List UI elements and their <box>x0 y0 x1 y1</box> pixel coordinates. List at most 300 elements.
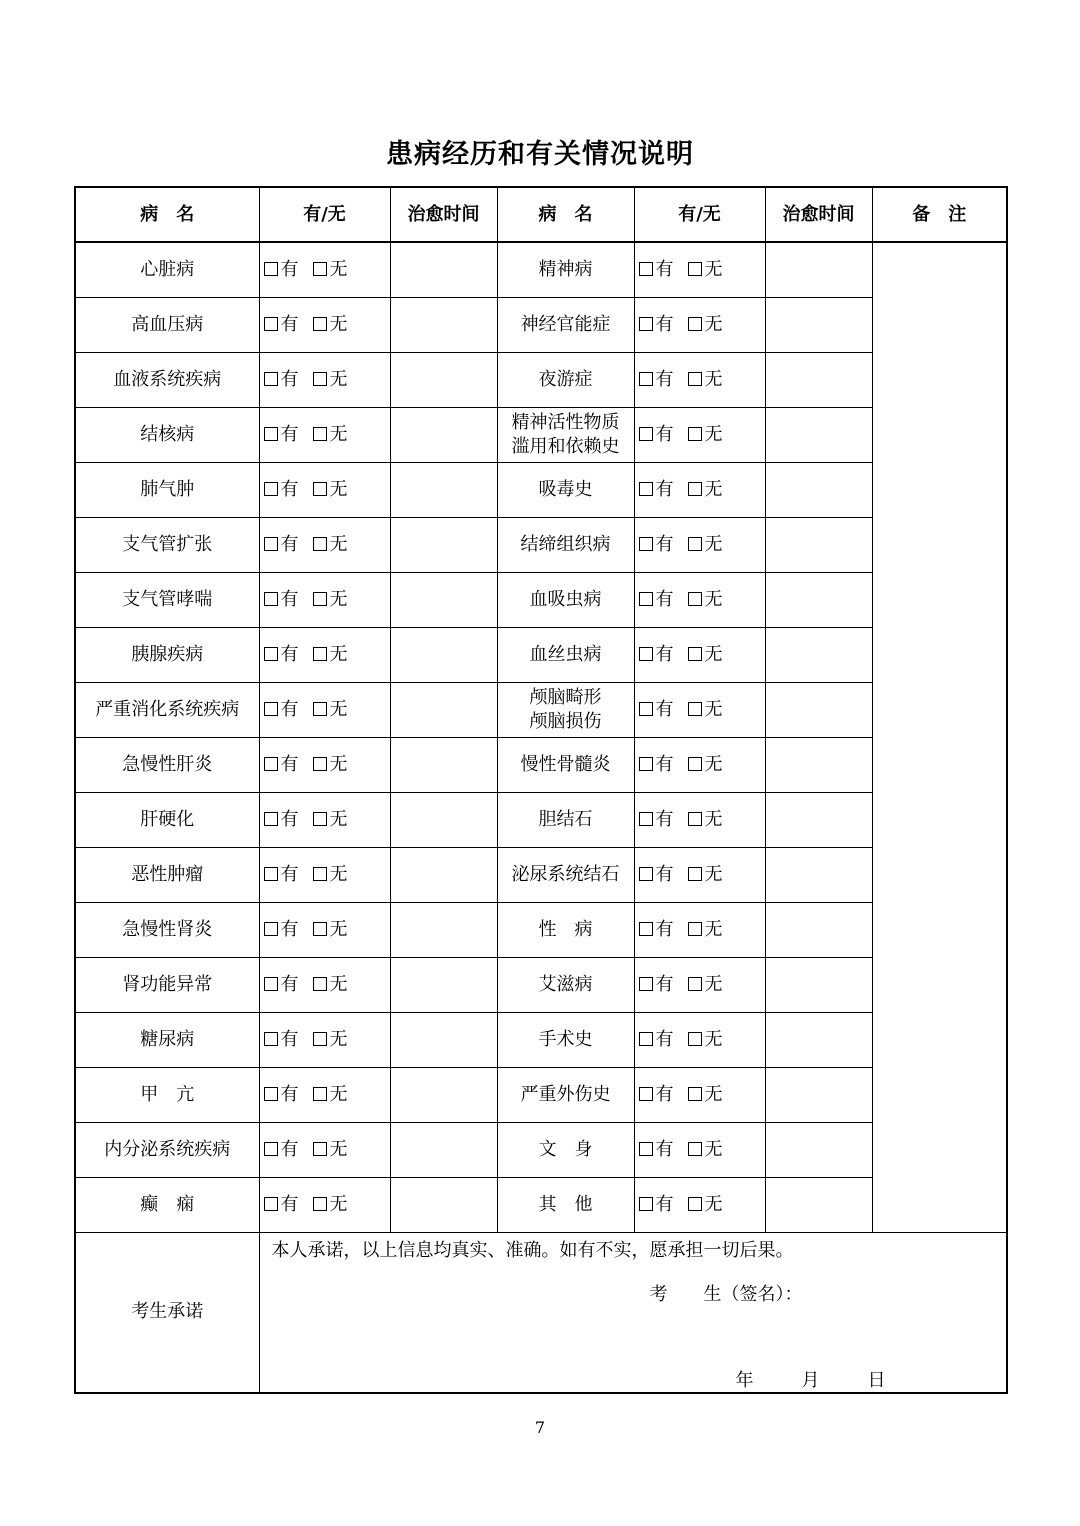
checkbox-no[interactable] <box>688 1197 702 1211</box>
option-no[interactable] <box>688 1193 723 1217</box>
option-no[interactable] <box>313 753 348 777</box>
table-row <box>75 957 1007 1012</box>
checkbox-no[interactable] <box>313 537 327 551</box>
cure-time-cell-right[interactable] <box>765 1122 872 1177</box>
option-yes[interactable] <box>639 808 674 832</box>
checkbox-label-yes: 有 <box>655 808 674 830</box>
yes-no-cell-left <box>259 957 390 1012</box>
checkbox-label-no: 无 <box>329 973 348 995</box>
checkbox-label-yes: 有 <box>280 808 299 830</box>
promise-row <box>75 1232 1007 1393</box>
option-no[interactable] <box>688 1138 723 1162</box>
option-yes[interactable] <box>264 368 299 392</box>
option-no[interactable] <box>313 258 348 282</box>
yes-no-cell-left <box>259 1012 390 1067</box>
disease-name-right <box>497 902 634 957</box>
option-no[interactable] <box>688 808 723 832</box>
checkbox-yes[interactable] <box>264 1197 278 1211</box>
checkbox-no[interactable] <box>313 867 327 881</box>
checkbox-yes[interactable] <box>639 702 653 716</box>
cure-time-cell-right[interactable] <box>765 407 872 462</box>
checkbox-label-no: 无 <box>329 423 348 445</box>
checkbox-label-no: 无 <box>329 698 348 720</box>
checkbox-yes[interactable] <box>264 867 278 881</box>
table-row <box>75 627 1007 682</box>
cure-time-cell-right[interactable] <box>765 462 872 517</box>
cure-time-cell-right[interactable] <box>765 572 872 627</box>
disease-name-left <box>75 242 259 297</box>
checkbox-no[interactable] <box>313 702 327 716</box>
option-yes[interactable] <box>639 1193 674 1217</box>
option-no[interactable] <box>688 973 723 997</box>
checkbox-yes[interactable] <box>264 427 278 441</box>
disease-name-text: 肺气肿 <box>140 478 195 500</box>
option-no[interactable] <box>313 973 348 997</box>
disease-name-text: 泌尿系统结石 <box>511 863 620 885</box>
checkbox-yes[interactable] <box>639 757 653 771</box>
checkbox-no[interactable] <box>688 1142 702 1156</box>
disease-name-left <box>75 1122 259 1177</box>
disease-name-text: 颅脑损伤 <box>529 710 602 732</box>
disease-name-text: 严重消化系统疾病 <box>95 698 240 720</box>
disease-name-left <box>75 572 259 627</box>
option-no[interactable] <box>313 1028 348 1052</box>
cure-time-cell-left[interactable] <box>390 517 497 572</box>
option-yes[interactable] <box>264 1193 299 1217</box>
disease-name-text: 肝硬化 <box>140 808 195 830</box>
option-yes[interactable] <box>264 863 299 887</box>
option-no[interactable] <box>688 698 723 722</box>
disease-name-right <box>497 1177 634 1232</box>
option-no[interactable] <box>688 478 723 502</box>
checkbox-no[interactable] <box>313 1142 327 1156</box>
option-no[interactable] <box>688 533 723 557</box>
disease-name-left <box>75 957 259 1012</box>
checkbox-yes[interactable] <box>264 702 278 716</box>
checkbox-label-no: 无 <box>704 808 723 830</box>
checkbox-no[interactable] <box>688 1087 702 1101</box>
disease-name-right <box>497 737 634 792</box>
remarks-cell[interactable] <box>872 242 1007 1232</box>
cure-time-cell-right[interactable] <box>765 737 872 792</box>
checkbox-yes[interactable] <box>264 1087 278 1101</box>
checkbox-yes[interactable] <box>264 482 278 496</box>
checkbox-yes[interactable] <box>264 757 278 771</box>
checkbox-label-yes: 有 <box>280 1028 299 1050</box>
checkbox-yes[interactable] <box>639 922 653 936</box>
date-month: 月 <box>801 1369 820 1391</box>
disease-name-text: 血丝虫病 <box>529 643 602 665</box>
cure-time-cell-right[interactable] <box>765 1067 872 1122</box>
cure-time-cell-right[interactable] <box>765 682 872 737</box>
option-yes[interactable] <box>264 973 299 997</box>
cure-time-cell-right[interactable] <box>765 792 872 847</box>
option-yes[interactable] <box>264 588 299 612</box>
cure-time-cell-left[interactable] <box>390 297 497 352</box>
disease-name-right <box>497 627 634 682</box>
option-no[interactable] <box>313 533 348 557</box>
option-no[interactable] <box>688 368 723 392</box>
checkbox-label-no: 无 <box>329 588 348 610</box>
option-no[interactable] <box>313 478 348 502</box>
checkbox-yes[interactable] <box>639 482 653 496</box>
checkbox-no[interactable] <box>313 427 327 441</box>
checkbox-yes[interactable] <box>264 812 278 826</box>
checkbox-no[interactable] <box>688 702 702 716</box>
yes-no-cell-right <box>634 737 765 792</box>
medical-history-table <box>74 186 1008 1394</box>
option-yes[interactable] <box>639 478 674 502</box>
checkbox-no[interactable] <box>313 1032 327 1046</box>
option-yes[interactable] <box>639 643 674 667</box>
option-yes[interactable] <box>639 368 674 392</box>
disease-name-left <box>75 1012 259 1067</box>
cure-time-cell-right[interactable] <box>765 242 872 297</box>
checkbox-no[interactable] <box>688 482 702 496</box>
disease-name-text: 慢性骨髓炎 <box>520 753 611 775</box>
checkbox-no[interactable] <box>688 977 702 991</box>
cure-time-cell-left[interactable] <box>390 1067 497 1122</box>
option-no[interactable] <box>688 643 723 667</box>
option-no[interactable] <box>313 1138 348 1162</box>
yes-no-cell-right <box>634 957 765 1012</box>
cure-time-cell-left[interactable] <box>390 847 497 902</box>
option-no[interactable] <box>688 863 723 887</box>
disease-name-left <box>75 297 259 352</box>
cure-time-cell-right[interactable] <box>765 847 872 902</box>
option-yes[interactable] <box>264 423 299 447</box>
cure-time-cell-left[interactable] <box>390 902 497 957</box>
option-yes[interactable] <box>639 918 674 942</box>
option-no[interactable] <box>313 423 348 447</box>
checkbox-yes[interactable] <box>264 1142 278 1156</box>
checkbox-no[interactable] <box>313 317 327 331</box>
checkbox-label-no: 无 <box>704 753 723 775</box>
promise-cell[interactable] <box>259 1232 1007 1393</box>
option-no[interactable] <box>313 588 348 612</box>
disease-name-left <box>75 407 259 462</box>
table-row <box>75 572 1007 627</box>
page-title: 患病经历和有关情况说明 <box>386 139 694 170</box>
disease-name-text: 夜游症 <box>538 368 593 390</box>
option-yes[interactable] <box>264 313 299 337</box>
checkbox-label-yes: 有 <box>655 698 674 720</box>
option-yes[interactable] <box>639 1028 674 1052</box>
option-no[interactable] <box>688 918 723 942</box>
cure-time-cell-right[interactable] <box>765 352 872 407</box>
checkbox-no[interactable] <box>688 317 702 331</box>
disease-name-right <box>497 1122 634 1177</box>
disease-name-text: 滥用和依赖史 <box>511 435 620 457</box>
checkbox-label-no: 无 <box>329 1028 348 1050</box>
disease-name-text: 高血压病 <box>131 313 204 335</box>
disease-name-right <box>497 407 634 462</box>
cure-time-cell-left[interactable] <box>390 737 497 792</box>
checkbox-label-no: 无 <box>704 698 723 720</box>
option-no[interactable] <box>313 698 348 722</box>
checkbox-label-no: 无 <box>329 918 348 940</box>
checkbox-label-yes: 有 <box>280 258 299 280</box>
checkbox-yes[interactable] <box>639 1142 653 1156</box>
cure-time-cell-left[interactable] <box>390 957 497 1012</box>
option-yes[interactable] <box>264 533 299 557</box>
cure-time-cell-left[interactable] <box>390 627 497 682</box>
cure-time-cell-left[interactable] <box>390 1177 497 1232</box>
disease-name-text: 支气管扩张 <box>122 533 213 555</box>
cure-time-cell-right[interactable] <box>765 1177 872 1232</box>
checkbox-label-yes: 有 <box>655 423 674 445</box>
checkbox-yes[interactable] <box>264 592 278 606</box>
option-yes[interactable] <box>264 918 299 942</box>
header-disease-name-right: 病 名 <box>497 187 634 242</box>
cure-time-cell-right[interactable] <box>765 517 872 572</box>
checkbox-no[interactable] <box>688 1032 702 1046</box>
disease-name-right <box>497 297 634 352</box>
checkbox-label-no: 无 <box>704 643 723 665</box>
option-yes[interactable] <box>264 753 299 777</box>
option-yes[interactable] <box>264 698 299 722</box>
cure-time-cell-right[interactable] <box>765 297 872 352</box>
checkbox-label-yes: 有 <box>280 643 299 665</box>
checkbox-label-yes: 有 <box>280 313 299 335</box>
disease-name-text: 其 他 <box>538 1193 593 1215</box>
option-yes[interactable] <box>264 1083 299 1107</box>
checkbox-yes[interactable] <box>639 867 653 881</box>
checkbox-yes[interactable] <box>639 262 653 276</box>
cure-time-cell-left[interactable] <box>390 1012 497 1067</box>
option-no[interactable] <box>688 1083 723 1107</box>
cure-time-cell-left[interactable] <box>390 682 497 737</box>
disease-name-right <box>497 682 634 737</box>
checkbox-no[interactable] <box>313 922 327 936</box>
checkbox-yes[interactable] <box>264 537 278 551</box>
checkbox-label-no: 无 <box>704 863 723 885</box>
checkbox-no[interactable] <box>688 372 702 386</box>
option-yes[interactable] <box>639 313 674 337</box>
disease-name-text: 吸毒史 <box>538 478 593 500</box>
option-yes[interactable] <box>639 1138 674 1162</box>
checkbox-no[interactable] <box>313 647 327 661</box>
checkbox-no[interactable] <box>313 1087 327 1101</box>
checkbox-label-yes: 有 <box>280 533 299 555</box>
disease-name-right <box>497 572 634 627</box>
option-yes[interactable] <box>264 1028 299 1052</box>
checkbox-yes[interactable] <box>264 262 278 276</box>
checkbox-no[interactable] <box>313 592 327 606</box>
yes-no-cell-right <box>634 847 765 902</box>
disease-name-text: 血吸虫病 <box>529 588 602 610</box>
option-no[interactable] <box>313 863 348 887</box>
checkbox-yes[interactable] <box>264 647 278 661</box>
option-yes[interactable] <box>264 808 299 832</box>
checkbox-no[interactable] <box>313 482 327 496</box>
checkbox-label-yes: 有 <box>280 1138 299 1160</box>
checkbox-yes[interactable] <box>264 317 278 331</box>
yes-no-cell-right <box>634 572 765 627</box>
option-yes[interactable] <box>639 588 674 612</box>
promise-label: 考生承诺 <box>75 1232 259 1393</box>
cure-time-cell-right[interactable] <box>765 1012 872 1067</box>
option-no[interactable] <box>313 368 348 392</box>
yes-no-cell-right <box>634 1012 765 1067</box>
option-no[interactable] <box>313 643 348 667</box>
table-row <box>75 1122 1007 1177</box>
checkbox-yes[interactable] <box>639 427 653 441</box>
option-yes[interactable] <box>264 258 299 282</box>
option-yes[interactable] <box>639 423 674 447</box>
disease-name-text: 肾功能异常 <box>122 973 213 995</box>
cure-time-cell-left[interactable] <box>390 407 497 462</box>
disease-name-text: 精神活性物质 <box>511 411 620 433</box>
checkbox-yes[interactable] <box>639 592 653 606</box>
cure-time-cell-left[interactable] <box>390 1122 497 1177</box>
disease-name-text: 颅脑畸形 <box>529 686 602 708</box>
checkbox-label-no: 无 <box>329 808 348 830</box>
yes-no-cell-left <box>259 682 390 737</box>
checkbox-yes[interactable] <box>264 1032 278 1046</box>
checkbox-yes[interactable] <box>264 372 278 386</box>
checkbox-label-no: 无 <box>704 1028 723 1050</box>
checkbox-no[interactable] <box>688 757 702 771</box>
yes-no-cell-left <box>259 1067 390 1122</box>
checkbox-label-yes: 有 <box>655 918 674 940</box>
promise-text: 本人承诺，以上信息均真实、准确。如有不实，愿承担一切后果。 <box>271 1239 794 1261</box>
cure-time-cell-left[interactable] <box>390 572 497 627</box>
disease-name-text: 结缔组织病 <box>520 533 611 555</box>
checkbox-label-yes: 有 <box>280 1193 299 1215</box>
cure-time-cell-left[interactable] <box>390 462 497 517</box>
cure-time-cell-left[interactable] <box>390 792 497 847</box>
checkbox-label-yes: 有 <box>280 753 299 775</box>
checkbox-no[interactable] <box>688 592 702 606</box>
option-no[interactable] <box>313 313 348 337</box>
checkbox-label-yes: 有 <box>280 698 299 720</box>
yes-no-cell-right <box>634 1177 765 1232</box>
yes-no-cell-right <box>634 242 765 297</box>
checkbox-label-yes: 有 <box>655 753 674 775</box>
yes-no-cell-left <box>259 1177 390 1232</box>
checkbox-yes[interactable] <box>639 647 653 661</box>
table-row <box>75 682 1007 737</box>
disease-name-left <box>75 902 259 957</box>
option-no[interactable] <box>313 1193 348 1217</box>
option-yes[interactable] <box>639 973 674 997</box>
checkbox-label-no: 无 <box>329 368 348 390</box>
option-no[interactable] <box>688 423 723 447</box>
checkbox-label-no: 无 <box>704 368 723 390</box>
option-no[interactable] <box>688 588 723 612</box>
checkbox-no[interactable] <box>313 977 327 991</box>
disease-name-left <box>75 1067 259 1122</box>
checkbox-label-yes: 有 <box>280 478 299 500</box>
option-no[interactable] <box>688 313 723 337</box>
checkbox-yes[interactable] <box>264 977 278 991</box>
header-cure-time: 治愈时间 <box>390 187 497 242</box>
option-no[interactable] <box>688 258 723 282</box>
cure-time-cell-right[interactable] <box>765 957 872 1012</box>
cure-time-cell-right[interactable] <box>765 627 872 682</box>
checkbox-no[interactable] <box>313 1197 327 1211</box>
checkbox-no[interactable] <box>313 372 327 386</box>
checkbox-no[interactable] <box>688 922 702 936</box>
yes-no-cell-right <box>634 682 765 737</box>
checkbox-no[interactable] <box>313 757 327 771</box>
option-yes[interactable] <box>639 698 674 722</box>
option-no[interactable] <box>313 1083 348 1107</box>
disease-name-right <box>497 517 634 572</box>
yes-no-cell-right <box>634 1122 765 1177</box>
table-row <box>75 1067 1007 1122</box>
disease-name-right <box>497 1067 634 1122</box>
checkbox-label-yes: 有 <box>655 368 674 390</box>
disease-name-text: 内分泌系统疾病 <box>104 1138 231 1160</box>
disease-name-text: 手术史 <box>538 1028 593 1050</box>
disease-name-text: 文 身 <box>538 1138 593 1160</box>
option-yes[interactable] <box>639 753 674 777</box>
checkbox-yes[interactable] <box>639 1197 653 1211</box>
option-yes[interactable] <box>264 1138 299 1162</box>
checkbox-label-yes: 有 <box>280 588 299 610</box>
checkbox-no[interactable] <box>688 427 702 441</box>
yes-no-cell-right <box>634 462 765 517</box>
cure-time-cell-left[interactable] <box>390 352 497 407</box>
checkbox-no[interactable] <box>688 262 702 276</box>
checkbox-yes[interactable] <box>639 977 653 991</box>
disease-name-right <box>497 462 634 517</box>
option-no[interactable] <box>688 1028 723 1052</box>
checkbox-yes[interactable] <box>639 1087 653 1101</box>
option-yes[interactable] <box>264 478 299 502</box>
checkbox-yes[interactable] <box>639 1032 653 1046</box>
checkbox-label-no: 无 <box>329 478 348 500</box>
option-yes[interactable] <box>639 258 674 282</box>
checkbox-label-yes: 有 <box>655 588 674 610</box>
table-row <box>75 407 1007 462</box>
checkbox-yes[interactable] <box>639 812 653 826</box>
disease-name-text: 心脏病 <box>140 258 195 280</box>
header-cure-time-right: 治愈时间 <box>765 187 872 242</box>
disease-name-right <box>497 352 634 407</box>
checkbox-no[interactable] <box>688 647 702 661</box>
checkbox-yes[interactable] <box>264 922 278 936</box>
disease-name-text: 血液系统疾病 <box>113 368 222 390</box>
checkbox-yes[interactable] <box>639 317 653 331</box>
checkbox-no[interactable] <box>688 537 702 551</box>
table-row <box>75 242 1007 297</box>
disease-name-text: 艾滋病 <box>538 973 593 995</box>
checkbox-no[interactable] <box>313 812 327 826</box>
yes-no-cell-right <box>634 902 765 957</box>
cure-time-cell-left[interactable] <box>390 242 497 297</box>
option-yes[interactable] <box>264 643 299 667</box>
checkbox-yes[interactable] <box>639 372 653 386</box>
checkbox-label-yes: 有 <box>280 368 299 390</box>
cure-time-cell-right[interactable] <box>765 902 872 957</box>
option-no[interactable] <box>313 808 348 832</box>
checkbox-yes[interactable] <box>639 537 653 551</box>
disease-name-text: 神经官能症 <box>520 313 611 335</box>
option-yes[interactable] <box>639 863 674 887</box>
option-yes[interactable] <box>639 1083 674 1107</box>
checkbox-no[interactable] <box>313 262 327 276</box>
option-no[interactable] <box>313 918 348 942</box>
option-no[interactable] <box>688 753 723 777</box>
checkbox-no[interactable] <box>688 867 702 881</box>
yes-no-cell-right <box>634 1067 765 1122</box>
checkbox-label-yes: 有 <box>655 533 674 555</box>
checkbox-no[interactable] <box>688 812 702 826</box>
option-yes[interactable] <box>639 533 674 557</box>
